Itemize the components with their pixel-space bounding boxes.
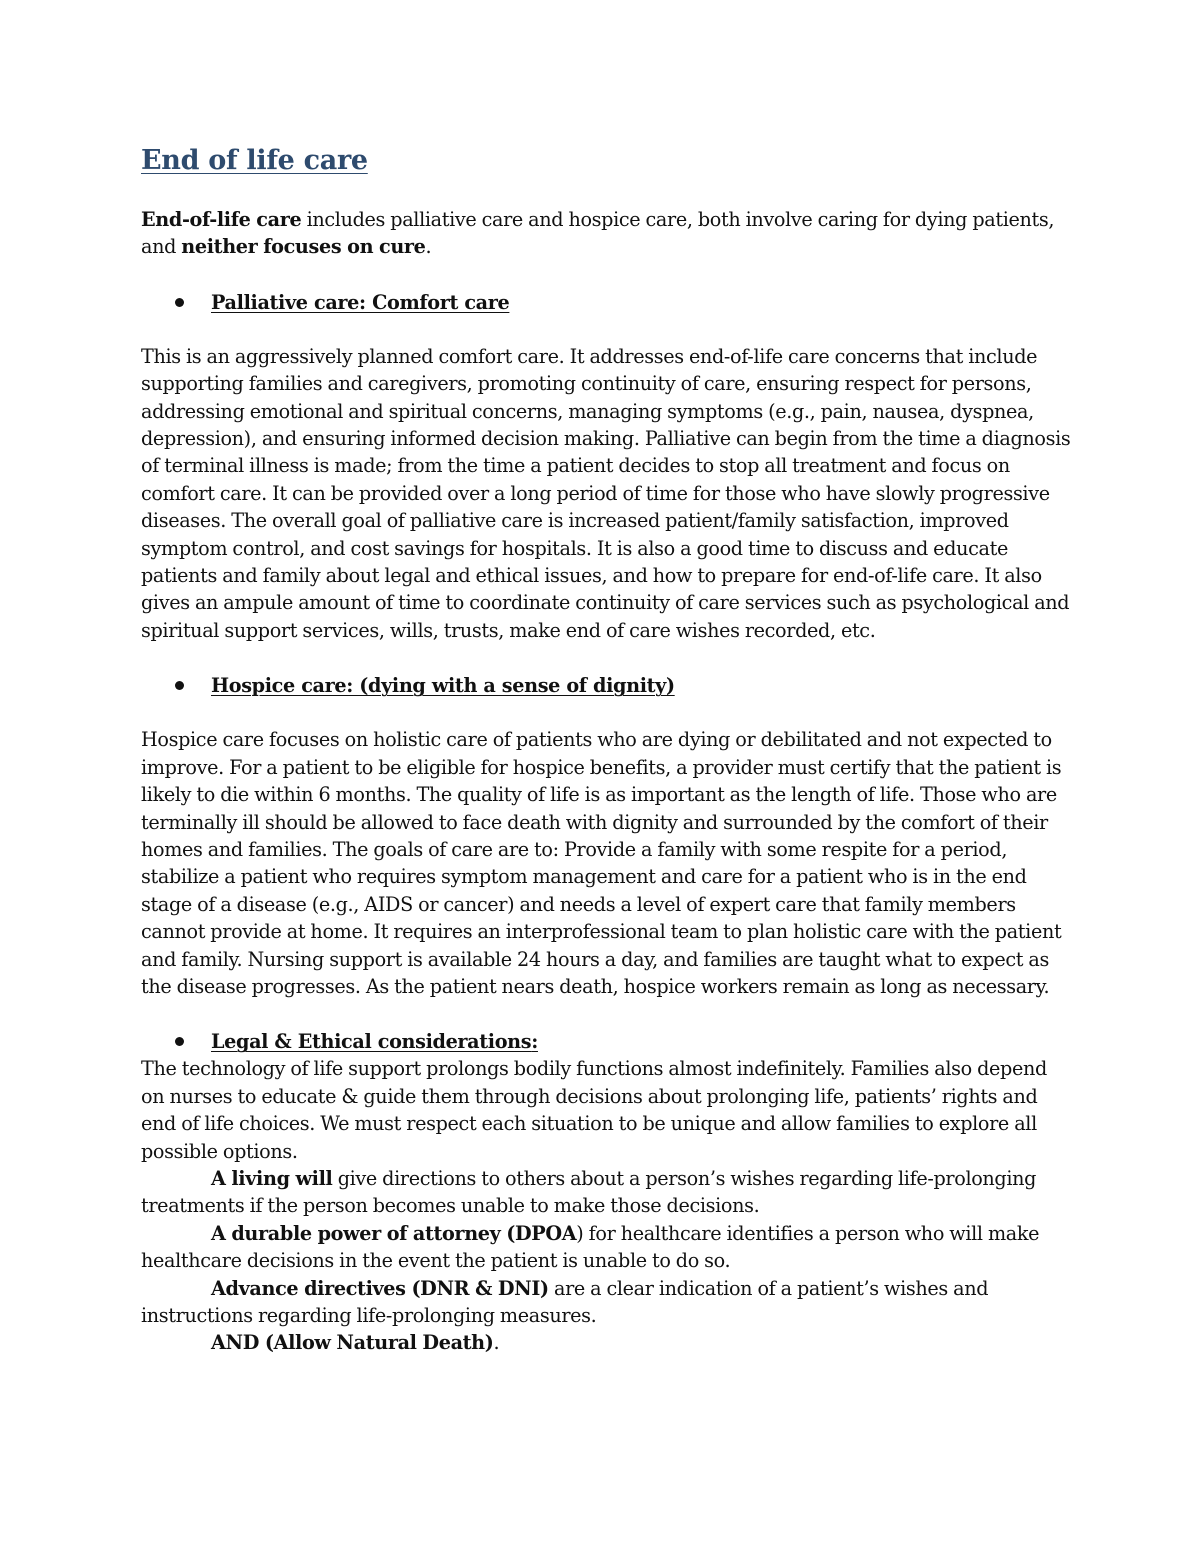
legal-item-text: are a clear indication of a patient’s wishes and instructions regarding life-prolonging measures. bbox=[141, 1276, 989, 1327]
legal-item-term: A living will bbox=[211, 1166, 333, 1190]
bullet-icon bbox=[175, 1037, 184, 1046]
intro-paragraph bbox=[141, 206, 1071, 261]
document-title: End of life care bbox=[141, 145, 368, 176]
intro-emphasis: neither focuses on cure bbox=[181, 235, 426, 259]
intro-term: End-of-life care bbox=[141, 208, 302, 231]
legal-heading-text: Legal & Ethical considerations bbox=[211, 1030, 532, 1054]
palliative-body: This is an aggressively planned comfort care. It addresses end-of-life care concerns that include supporting families and caregivers, promoting continuity of care, ensuring respect for persons, addressing emotional and spiritual concerns, managing symptoms (e.g., pain, nausea, dyspnea, depression), and ensuring informed decision making. Palliative can begin from the time a diagnosis of terminal illness is made; from the time a patient decides to stop all treatment and focus on comfort care. It can be provided over a long period of time for those who have slowly progressive diseases. The overall goal of palliative care is increased patient/family satisfaction, improved symptom control, and cost savings for hospitals. It is also a good time to discuss and educate patients and family about legal and ethical issues, and how to prepare for end-of-life care. It also gives an ampule amount of time to coordinate continuity of care services such as psychological and spiritual support services, wills, trusts, make end of care wishes recorded, etc. bbox=[141, 344, 1071, 642]
hospice-body: Hospice care focuses on holistic care of patients who are dying or debilitated and not expected to improve. For a patient to be eligible for hospice benefits, a provider must certify that the patient is likely to die within 6 months. The quality of life is as important as the length of life. Those who are terminally ill should be allowed to face death with dignity and surrounded by the comfort of their homes and families. The goals of care are to: Provide a family with some respite for a period, stabilize a patient who requires symptom management and care for a patient who is in the end stage of a disease (e.g., AIDS or cancer) and needs a level of expert care that family members cannot provide at home. It requires an interprofessional team to plan holistic care with the patient and family. Nursing support is available 24 hours a day, and families are taught what to expect as the disease progresses. As the patient nears death, hospice workers remain as long as necessary. bbox=[141, 728, 1062, 998]
legal-item-advance-directives bbox=[141, 1275, 1071, 1330]
bullet-icon bbox=[175, 298, 184, 307]
intro-text-2: . bbox=[425, 235, 432, 259]
legal-item-text: give directions to others about a person’s wishes regarding life-prolonging treatments if the person becomes unable to make those decisions. bbox=[141, 1166, 1037, 1218]
legal-item-dpoa bbox=[141, 1220, 1071, 1275]
legal-item-term: A durable power of attorney (DPOA bbox=[211, 1221, 577, 1245]
legal-item-and bbox=[141, 1329, 1071, 1356]
legal-heading-suffix: : bbox=[531, 1030, 538, 1054]
bullet-icon bbox=[175, 681, 184, 690]
legal-item-term: Advance directives (DNR & DNI) bbox=[211, 1276, 549, 1300]
legal-item-text: . bbox=[493, 1331, 500, 1355]
palliative-heading-label: Palliative care: Comfort care bbox=[211, 290, 510, 314]
legal-body: The technology of life support prolongs bodily functions almost indefinitely. Families also depend on nurses to educate & guide them through decisions about prolonging life, patients’ rights and end of life choices. We must respect each situation to be unique and allow families to explore all possible options. bbox=[141, 1057, 1047, 1163]
document-page bbox=[141, 130, 1071, 1357]
legal-item-text: ) for healthcare identifies a person who will make healthcare decisions in the event the patient is unable to do so. bbox=[141, 1221, 1040, 1273]
legal-heading bbox=[141, 1028, 1071, 1055]
hospice-heading-label: Hospice care: (dying with a sense of dignity) bbox=[211, 674, 675, 698]
intro-text-1: includes palliative care and hospice care, both involve caring for dying patients, and bbox=[141, 208, 1055, 259]
hospice-heading bbox=[141, 672, 1071, 699]
legal-heading-label bbox=[211, 1030, 538, 1053]
legal-item-term: AND (Allow Natural Death) bbox=[211, 1331, 494, 1355]
palliative-heading bbox=[141, 289, 1071, 316]
legal-item-living-will bbox=[141, 1165, 1071, 1220]
